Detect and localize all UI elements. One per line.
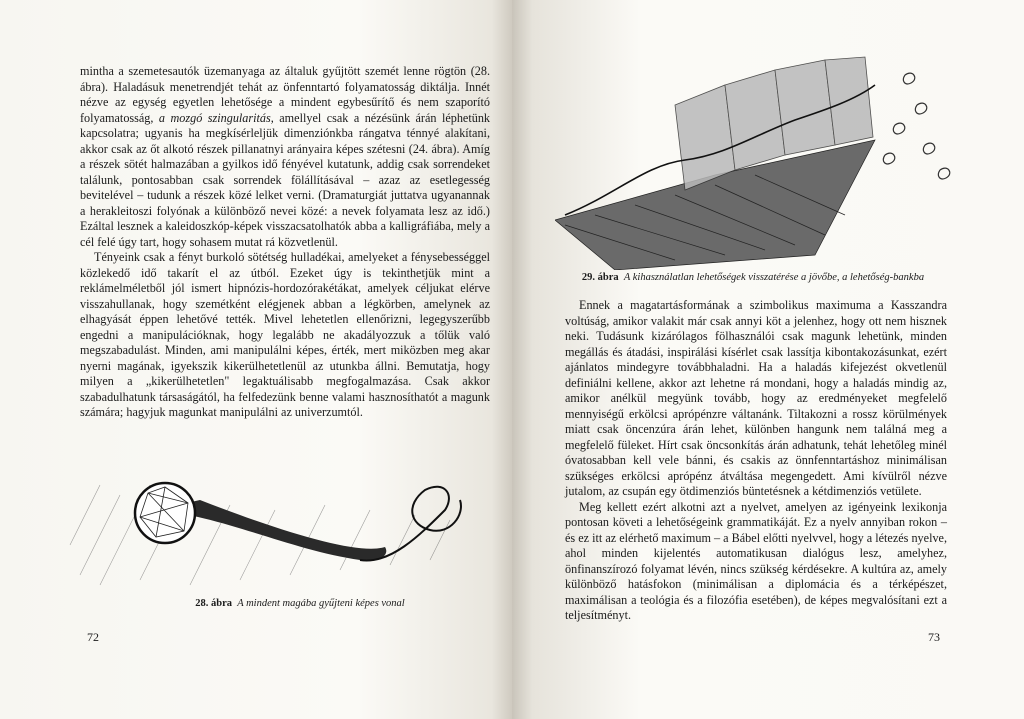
left-paragraph-1-start: mintha a szemetesautók üzemanyaga az általuk gyűjtött szemét lenne rögtön (28. ábra). Haladásuk menetrendjét tehát az önfenntartó folyamatosság diktálja. Innét nézve az egység egyetlen lehetősége a mindent egybesűrítő és nem szaporító folyamatosság, xyxy=(80,64,490,125)
figure-29-title: A kihasználatlan lehetőségek visszatérése a jövőbe, a lehetőség-bankba xyxy=(623,272,925,283)
right-page xyxy=(512,0,1024,719)
figure-28-caption xyxy=(140,598,460,609)
right-page-text xyxy=(565,298,947,624)
figure-28-number: 28. ábra xyxy=(195,598,232,609)
left-page-text xyxy=(80,64,490,421)
figure-29-number: 29. ábra xyxy=(581,272,619,283)
right-paragraph-2: Meg kellett ezért alkotni azt a nyelvet, amelyen az igényeink lexikonja pontosan követi a lehetőségeink grammatikáját. Ez a nyelv annyiban rokon – és ez itt az elérhető maximum – a Bábel előtti nyelvvel, hogy a létezés nyelve, ahol minden kijelentés automatikusan dialógus lesz, amelyhez, önfinanszírozó folyamat lévén, nincs szükség kérdésekre. A kultúra az, amely különböző hatásfokon (minimálisan a diplomácia és a térképészet, maximálisan a teológia és a filozófia esetében), de képes megvalósítani ezt a teljesítményt. xyxy=(565,499,947,622)
italic-phrase: a mozgó szingularitás, xyxy=(158,110,274,125)
fig28-drawing xyxy=(60,455,480,595)
left-paragraph-1-rest: amellyel csak a nézésünk árán léphetünk kapcsolatra; ugyanis ha megkísérleljük dimenziónkba rángatva ténnyé alakítani, akkor csak az őt alkotó részek pillanatnyi arányaira képes szétesni (24. ábra). Amíg a részek sötét halmazában a gyilkos idő fényével kutatunk, addig csak sorrendeket találunk, pontosabban csak sorrendek fölállításával – azaz az esetlegesség bevitelével – tudunk a részek közé lelket verni. (Dramaturgiát juttatva ugyanannak a herakleitoszi folyónak a különböző nevei közé: a nevek folyamata lesz az idő.) Ezáltal lesznek a kaleidoszkóp-képek visszacsatolhatók abba a kalligráfiába, mely a cél felé úgy tart, hogy sohasem mutat rá közvetlenül. xyxy=(80,110,491,249)
left-paragraph-2: Tényeink csak a fényt burkoló sötétség hulladékai, amelyeket a fénysebességgel közlekedő idő takarít el az útból. Ezeket úgy is tekinthetjük mint a reklámelméletből jól ismert hipnózis-hordozórakétákat, amelyek céljukat elérve visszahullanak, hogy szemétként elégjenek abban a légkörben, amelynek az elhagyását éppen lehetővé tették. Mivel lehetetlen ellenőrizni, legegyszerűbb engedni a manipulációknak, hogy legalább ne akadályozzuk a tőlük való megszabadulást. Minden, ami manipulálni képes, érték, mert miközben meg akar nyerni magának, igyekszik kikerülhetetlenül az utunkba állni. Bemutatja, hogy milyen a „kikerülhetetlen" legaktuálisabb megfogalmazása. Csak akkor szabadulhatunk társaságától, ha felfedezünk benne valami hasznosíthatót a magunk számára; hagyjuk magunkat manipulálni az univerzumtól. xyxy=(80,250,490,419)
page-number-right: 73 xyxy=(928,630,940,644)
figure-29-caption xyxy=(548,272,958,283)
fig29-drawing xyxy=(555,45,955,270)
page-number-left: 72 xyxy=(87,630,99,644)
left-paragraph-1 xyxy=(80,64,490,250)
right-paragraph-1: Ennek a magatartásformának a szimbolikus maximuma a Kasszandra voltúság, amikor valakit már csak annyi köt a jelenhez, hogy ott nem hisznek neki. Tudásunk kizárólagos fölhasználói csak magunk lehetünk, minden megállás és átadási, inspirálási kísérlet csak lassítja kibontakozásunkat, ezért ajánlatos mindegyre továbbhaladni. Ha a haladás kifejezést okvetlenül definiálni kellene, akkor azt lehetne rá mondani, hogy a haladás mindig az, amikor anélkül megyünk tovább, hogy az eredményeket megfelelő mennyiségű erkölcsi aprópénzre váltanánk. Tiltakozni a rossz körülmények miatt csak öncenzúra árán lehet, különben hangunk nem találná meg a megfelelő füleket. Hírt csak öncsonkítás árán adhatunk, tehát lehetőleg minél óvatosabban kell vele bánni, és csakis az önnfenntartáshoz minimálisan szükséges erkölcsi aprópénz átváltása megengedett. Ami kívülről nézve jutalom, az csupán egy ötdimenziós büntetésnek a kétdimenziós vetülete. xyxy=(565,298,947,498)
figure-28-title: A mindent magába gyűjteni képes vonal xyxy=(237,598,405,609)
